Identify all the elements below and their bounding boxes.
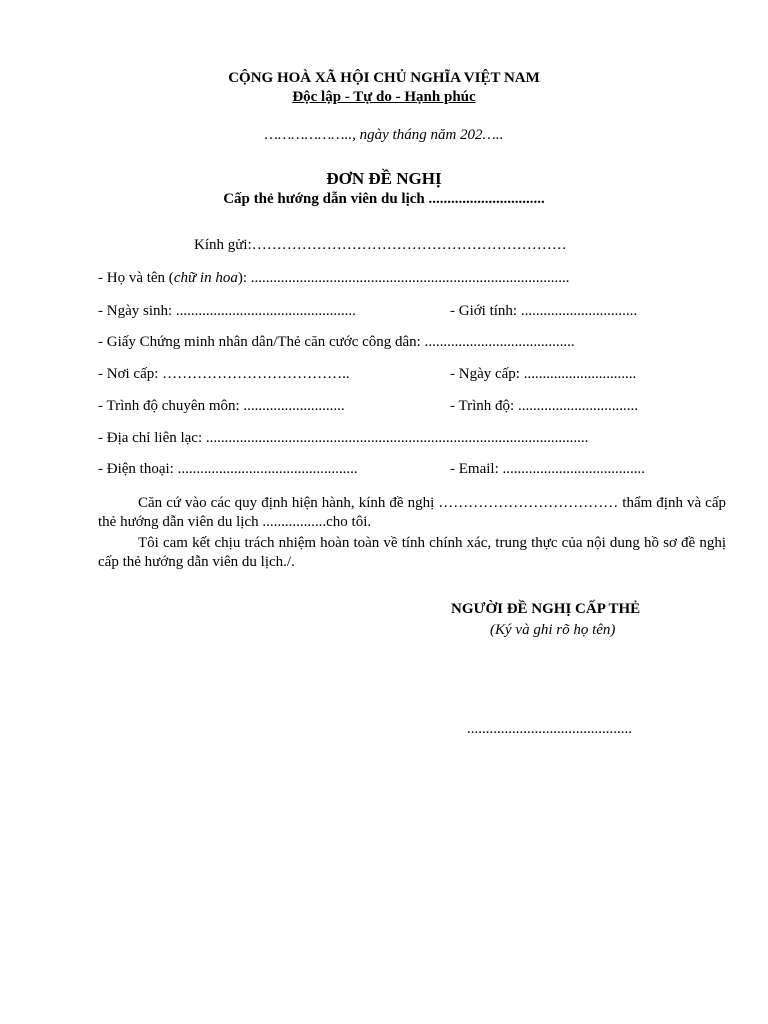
phone-field: - Điện thoại: ................................................: [98, 461, 358, 477]
recipient-line: Kính gửi:………………………………………………………: [194, 237, 567, 253]
issue-date-field: - Ngày cấp: ..............................: [450, 366, 637, 382]
signature-line: ............................................: [467, 721, 632, 737]
full-name-blank: ): .....................................................................................: [237, 270, 570, 286]
document-subtitle: Cấp thẻ hướng dẫn viên du lịch ...............................: [223, 191, 545, 207]
commitment-paragraph: Tôi cam kết chịu trách nhiệm hoàn toàn về tính chính xác, trung thực của nội dung hồ sơ đề nghị cấp thẻ hướng dẫn viên du lịch./.: [98, 535, 726, 570]
motto-heading: Độc lập - Tự do - Hạnh phúc: [292, 89, 476, 105]
full-name-field: [98, 270, 570, 287]
gender-field: - Giới tính: ...............................: [450, 303, 638, 319]
date-of-birth-field: - Ngày sinh: ................................................: [98, 303, 356, 319]
request-paragraph: Căn cứ vào các quy định hiện hành, kính đề nghị ……………………………… thẩm định và cấp thẻ hướng dẫn viên du lịch .................cho tôi.: [98, 495, 726, 530]
id-card-field: - Giấy Chứng minh nhân dân/Thẻ căn cước công dân: ........................................: [98, 334, 575, 350]
full-name-hint: chữ in hoa: [173, 270, 238, 286]
signer-title: NGƯỜI ĐỀ NGHỊ CẤP THẺ: [451, 601, 641, 617]
place-date-line: ……………….., ngày tháng năm 202…..: [264, 127, 504, 143]
full-name-label: - Họ và tên (: [98, 270, 174, 286]
address-field: - Địa chỉ liên lạc: ......................................................................................................: [98, 430, 589, 446]
specialty-field: - Trình độ chuyên môn: ...........................: [98, 398, 345, 414]
email-field: - Email: ......................................: [450, 461, 645, 477]
document-title: ĐƠN ĐỀ NGHỊ: [326, 169, 442, 188]
level-field: - Trình độ: ................................: [450, 398, 638, 414]
country-heading: CỘNG HOÀ XÃ HỘI CHỦ NGHĨA VIỆT NAM: [228, 70, 540, 86]
signer-note: (Ký và ghi rõ họ tên): [490, 622, 616, 638]
issue-place-field: - Nơi cấp: ………………………………..: [98, 366, 350, 382]
